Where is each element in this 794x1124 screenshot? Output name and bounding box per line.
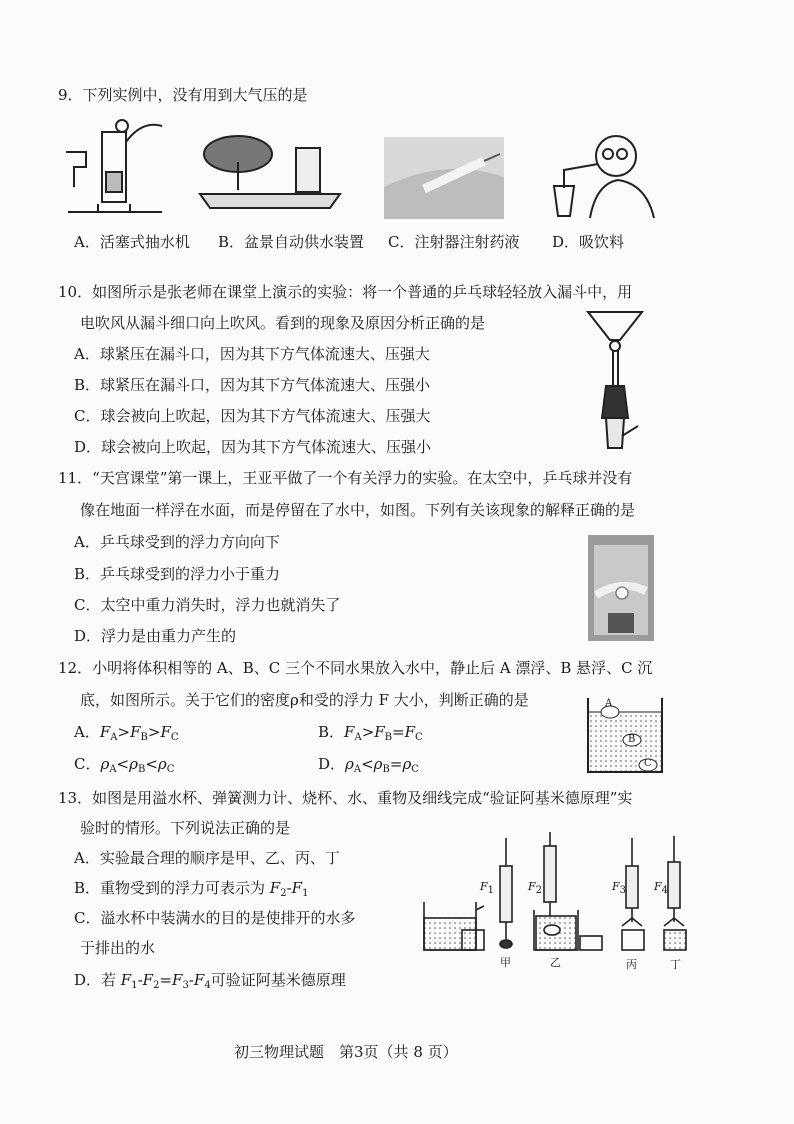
q11-option-b[interactable]: B．乒乓球受到的浮力小于重力 bbox=[74, 565, 281, 583]
page-footer: 初三物理试题 第3页（共 8 页） bbox=[234, 1043, 458, 1061]
q9-option-a[interactable]: A．活塞式抽水机 bbox=[74, 233, 190, 251]
f3-label: F3 bbox=[612, 880, 627, 896]
syringe-photo bbox=[384, 137, 504, 219]
q12-stem-line2: 底，如图所示。关于它们的密度ρ和受的浮力 F 大小，判断正确的是 bbox=[80, 691, 529, 709]
fruit-label-a: A bbox=[605, 698, 613, 709]
fruit-in-water-figure bbox=[584, 694, 666, 776]
q9-option-d[interactable]: D．吸饮料 bbox=[552, 233, 625, 251]
q10-option-d[interactable]: D．球会被向上吹起，因为其下方气体流速大、压强小 bbox=[74, 438, 432, 456]
q9-stem: 9．下列实例中，没有用到大气压的是 bbox=[58, 86, 308, 104]
q12-option-b[interactable]: B．$F_A>F_B=F_C$ bbox=[318, 723, 423, 743]
fig-label-yi: 乙 bbox=[550, 956, 561, 969]
q11-stem-line1: 11．“天宫课堂”第一课上，王亚平做了一个有关浮力的实验。在太空中，乒乓球并没有 bbox=[58, 469, 633, 487]
fig-label-ding: 丁 bbox=[670, 958, 681, 971]
q11-option-c[interactable]: C．太空中重力消失时，浮力也就消失了 bbox=[74, 596, 341, 614]
pump-illustration bbox=[62, 112, 170, 218]
q12-option-c[interactable]: C．$\rho_A<\rho_B<\rho_C$ bbox=[74, 755, 175, 775]
q10-option-a[interactable]: A．球紧压在漏斗口，因为其下方气体流速大、压强大 bbox=[74, 345, 430, 363]
archimedes-apparatus-figure bbox=[418, 826, 708, 976]
q13-option-c-line2: 于排出的水 bbox=[80, 939, 156, 957]
q10-stem-line2: 电吹风从漏斗细口向上吹风。看到的现象及原因分析正确的是 bbox=[80, 314, 486, 332]
fig-label-jia: 甲 bbox=[500, 956, 511, 969]
q9-option-b[interactable]: B．盆景自动供水装置 bbox=[218, 233, 365, 251]
q13-stem-line1: 13．如图是用溢水杯、弹簧测力计、烧杯、水、重物及细线完成“验证阿基米德原理”实 bbox=[58, 789, 633, 807]
f1-label: F1 bbox=[480, 880, 495, 896]
fruit-label-c: C bbox=[644, 758, 652, 769]
q10-option-b[interactable]: B．球紧压在漏斗口，因为其下方气体流速大、压强小 bbox=[74, 376, 431, 394]
bonsai-water-device bbox=[196, 132, 346, 216]
q11-option-a[interactable]: A．乒乓球受到的浮力方向向下 bbox=[74, 533, 280, 551]
q12-option-d[interactable]: D．$\rho_A<\rho_B=\rho_C$ bbox=[318, 755, 419, 775]
fig-label-bing: 丙 bbox=[626, 958, 637, 971]
f2-label: F2 bbox=[528, 880, 543, 896]
q11-option-d[interactable]: D．浮力是由重力产生的 bbox=[74, 627, 237, 645]
q12-option-a[interactable]: A．$F_A>F_B>F_C$ bbox=[74, 723, 179, 743]
q13-option-b[interactable]: B．重物受到的浮力可表示为 $F_2-F_1$ bbox=[74, 879, 309, 899]
space-pingpong-photo bbox=[588, 535, 654, 641]
q13-option-c-line1[interactable]: C．溢水杯中装满水的目的是使排开的水多 bbox=[74, 909, 356, 927]
q13-stem-line2: 验时的情形。下列说法正确的是 bbox=[80, 819, 291, 837]
q12-stem-line1: 12．小明将体积相等的 A、B、C 三个不同水果放入水中，静止后 A 漂浮、B 悬浮、C 沉 bbox=[58, 659, 653, 677]
fruit-label-b: B bbox=[628, 734, 636, 745]
funnel-hairdryer-illustration bbox=[586, 308, 646, 458]
q10-option-c[interactable]: C．球会被向上吹起，因为其下方气体流速大、压强大 bbox=[74, 407, 431, 425]
q11-stem-line2: 像在地面一样浮在水面，而是停留在了水中，如图。下列有关该现象的解释正确的是 bbox=[80, 501, 636, 519]
q13-option-d[interactable]: D．若 $F_1-F_2=F_3-F_4$可验证阿基米德原理 bbox=[74, 971, 346, 991]
q10-stem-line1: 10．如图所示是张老师在课堂上演示的实验：将一个普通的乒乓球轻轻放入漏斗中，用 bbox=[58, 283, 633, 301]
q13-option-a[interactable]: A．实验最合理的顺序是甲、乙、丙、丁 bbox=[74, 849, 340, 867]
f4-label: F4 bbox=[654, 880, 669, 896]
q9-option-c[interactable]: C．注射器注射药液 bbox=[388, 233, 520, 251]
person-drinking bbox=[546, 130, 658, 220]
